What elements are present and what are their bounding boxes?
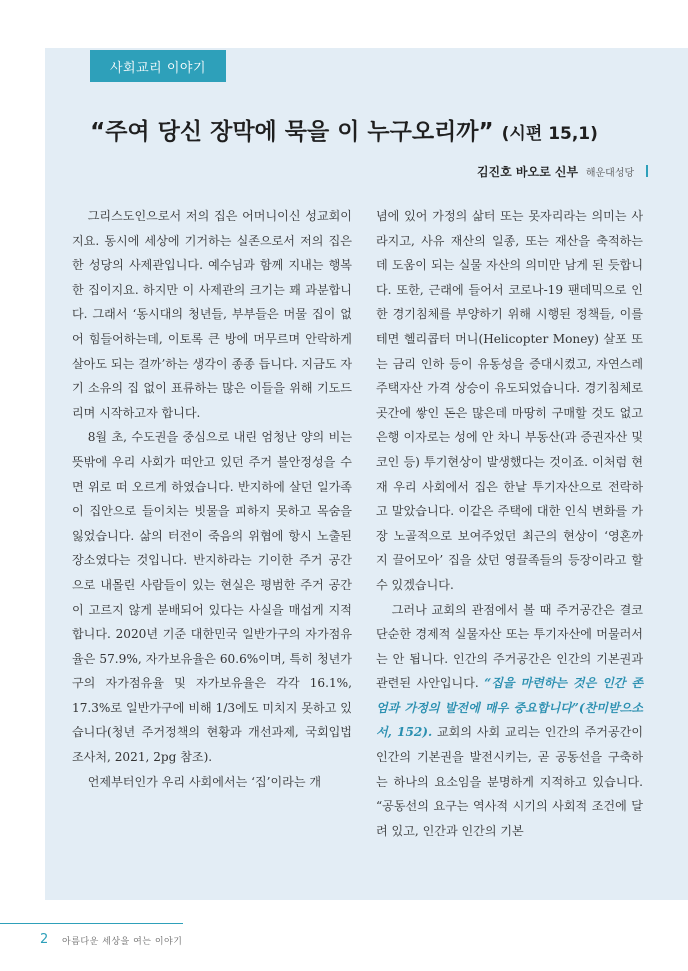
paragraph: 언제부터인가 우리 사회에서는 ‘집’이라는 개 [87,774,322,789]
left-column [72,204,352,794]
page-number: 2 [40,932,49,947]
paragraph: 그리스도인으로서 저의 집은 어머니이신 성교회이지요. 동시에 세상에 기거하는 실존으로서 저의 집은 한 성당의 사제관입니다. 예수님과 함께 지내는 행복한 집이지요. 하지만 이 사제관의 크기는 꽤 과분합니다. 그래서 ‘동시대의 청년들, 부부들은 머물 집이 없어 힘들어하는데, 이토록 큰 방에 머무르며 안락하게 살아도 되는 걸까’하는 생각이 종종 듭니다. 지금도 자기 소유의 집 없이 표류하는 많은 이들을 위해 기도드리며 시작하고자 합니다. [72,209,352,420]
title-reference: (시편 15,1) [501,124,598,144]
section-tag: 사회교리 이야기 [90,50,226,82]
footer-divider [0,923,183,924]
paragraph [376,598,643,844]
paragraph-text: 교회의 사회 교리는 인간의 주거공간이 인간의 기본권을 발전시키는, 곧 공동선을 구축하는 하나의 요소임을 분명하게 지적하고 있습니다. “공동선의 요구는 역사적 시기의 사회적 조건에 달려 있고, 인간과 인간의 기본 [376,725,643,838]
author-parish: 해운대성당 [585,168,635,179]
right-column [376,204,643,843]
article-title [0,113,688,146]
paragraph-text: 그러나 교회의 관점에서 볼 때 주거공간은 결코 단순한 경제적 실물자산 또는 투기자산에 머물러서는 안 됩니다. 인간의 주거공간은 인간의 기본권과 관련된 사안입니다. [376,602,643,691]
paragraph: 8월 초, 수도권을 중심으로 내린 엄청난 양의 비는 뜻밖에 우리 사회가 떠안고 있던 주거 불안정성을 수면 위로 떠 오르게 하였습니다. 반지하에 살던 일가족이 집안으로 들이치는 빗물을 피하지 못하고 목숨을 잃었습니다. 삶의 터전이 죽음의 위협에 항시 노출된 장소였다는 것입니다. 반지하라는 기이한 주거 공간으로 내몰린 사람들이 있는 현실은 평범한 주거 공간이 고르지 않게 분배되어 있다는 사실을 매섭게 지적합니다. 2020년 기준 대한민국 일반가구의 자가점유율은 57.9%, 자가보유율은 60.6%이며, 특히 청년가구의 자가점유율 및 자가보유율은 각각 16.1%, 17.3%로 일반가구에 비해 1/3에도 미치지 못하고 있습니다(청년 주거정책의 현황과 개선과제, 국회입법조사처, 2021, 2pg 참조). [72,430,352,765]
author-name: 김진호 바오로 신부 [476,165,579,179]
paragraph: 념에 있어 가정의 삶터 또는 못자리라는 의미는 사라지고, 사유 재산의 일종, 또는 재산을 축적하는 데 도움이 되는 실물 자산의 의미만 남게 된 듯합니다. 또한, 근래에 들어서 코로나-19 팬데믹으로 인한 경기침체를 부양하기 위해 시행된 정책들, 이를테면 헬리콥터 머니(Helicopter Money) 살포 또는 금리 인하 등이 유동성을 증대시켰고, 자연스레 주택자산 가격 상승이 유도되었습니다. 경기침체로 곳간에 쌓인 돈은 많은데 마땅히 구매할 것도 없고 은행 이자로는 성에 안 차니 부동산(과 증권자산 및 코인 등) 투기현상이 발생했다는 것이죠. 이처럼 현재 우리 사회에서 집은 한낱 투기자산으로 전락하고 말았습니다. 이같은 주택에 대한 인식 변화를 가장 노골적으로 보여주었던 최근의 현상이 ‘영혼까지 끌어모아’ 집을 샀던 영끌족들의 등장이라고 할 수 있겠습니다. [376,209,643,592]
title-main: “주여 당신 장막에 묵을 이 누구오리까” [90,119,494,145]
laudato-si-quote: “집을 마련하는 것은 인간 존엄과 가정의 발전에 매우 중요합니다”(찬미받으소서, 152). [376,676,643,740]
magazine-title: 아름다운 세상을 여는 이야기 [62,937,183,947]
author-line [477,163,648,180]
author-bar [646,165,648,177]
